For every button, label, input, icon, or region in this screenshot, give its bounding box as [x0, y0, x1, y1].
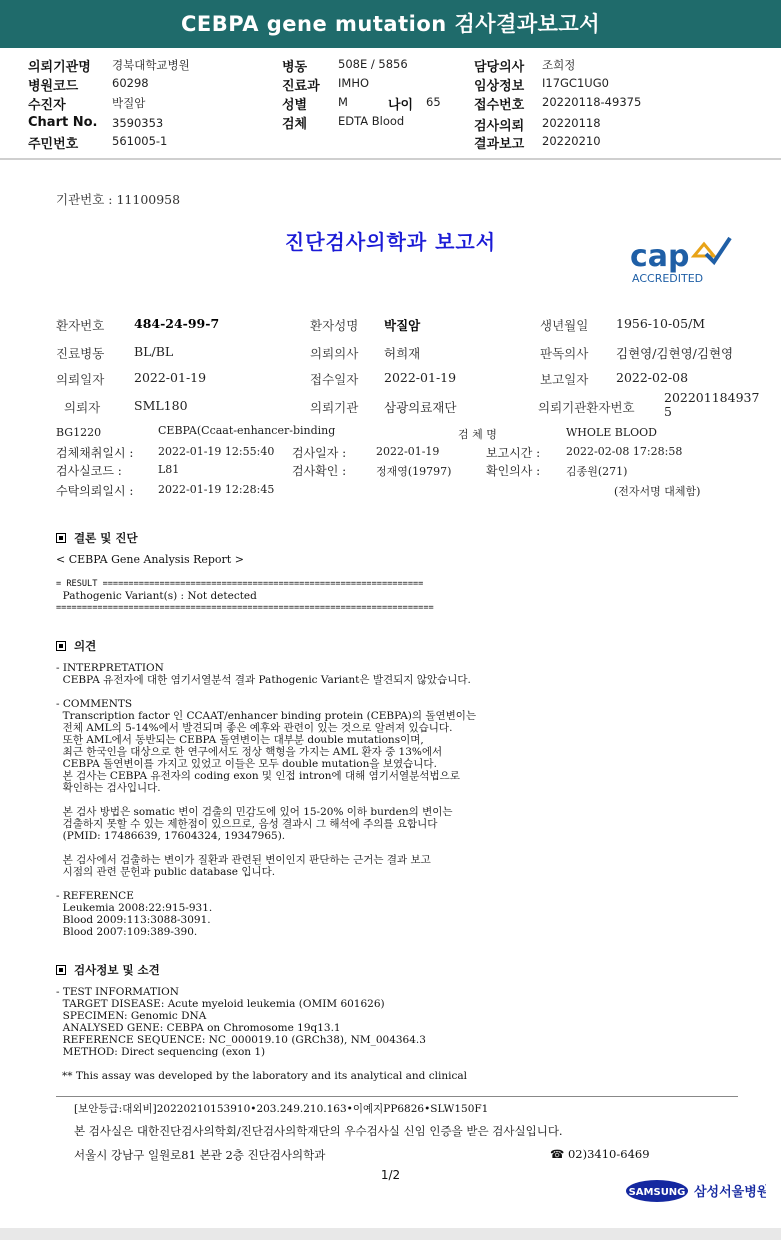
cap-logo-subtext: ACCREDITED — [632, 272, 704, 285]
label-confirm-doctor: 확인의사 : — [486, 464, 541, 478]
square-bullet-icon — [56, 641, 66, 651]
value-patient-name: 박질암 — [384, 318, 421, 333]
label-chart-no: Chart No. — [28, 115, 98, 130]
label-test-date: 검사일자 : — [292, 446, 347, 460]
interpretation-text: - INTERPRETATION CEBPA 유전자에 대한 염기서열분석 결과 Pathogenic Variant은 발견되지 않았습니다. — [56, 662, 471, 686]
section-conclusion-heading — [56, 530, 138, 546]
value-requesting-doctor: 허희재 — [384, 346, 421, 361]
assay-note: ** This assay was developed by the laboratory and its analytical and clinical — [62, 1070, 467, 1082]
value-test-date: 2022-01-19 — [376, 445, 440, 458]
comments-text: - COMMENTS Transcription factor 인 CCAAT/enhancer binding protein (CEBPA)의 돌연변이는 전체 AML의 5-14%에서 발견되며 좋은 예후와 관련이 있는 것으로 알려져 있습니다. 또한 AML에서 동반되는 CEBPA 돌연변이는 대부분 double mutations이며, 최근 한국인을 대상으로 한 연구에서도 정상 핵형을 가지는 AML 환자 중 13%에서 CEBPA 돌연변이를 가지고 있었고 이들은 모두 double mutation을 보였습니다. 본 검사는 CEBPA 유전자의 coding exon 및 인접 intron에 대해 염기서열분석법으로 확인하는 검사입니다. 본 검사 방법은 somatic 변이 검출의 민감도에 있어 15-20% 이하 burden의 변이는 검출하지 못할 수 있는 제한점이 있으므로, 음성 결과시 그 해석에 주의를 요합니다 (PMID: 17486639, 17604324, 19347965). 본 검사에서 검출하는 변이가 질환과 관련된 변이인지 판단하는 근거는 결과 보고 시점의 관련 문헌과 public database 입니다. — [56, 698, 477, 878]
value-chart-no: 3590353 — [112, 116, 164, 130]
value-test-request: 20220118 — [542, 116, 601, 130]
certification-line: 본 검사실은 대한진단검사의학회/진단검사의학재단의 우수검사실 신임 인증을 받은 검사실입니다. — [74, 1124, 563, 1138]
result-separator-top: = RESULT ============================================================== — [56, 579, 424, 589]
section-opinion-heading — [56, 638, 96, 654]
value-requesting-org: 삼광의료재단 — [384, 400, 457, 415]
value-result-report: 20220210 — [542, 134, 601, 148]
security-line: [보안등급:대외비]20220210153910•203.249.210.163•이예지PP6826•SLW150F1 — [74, 1103, 489, 1115]
value-attending-doctor: 조희정 — [542, 58, 576, 72]
value-report-time: 2022-02-08 17:28:58 — [566, 445, 683, 458]
label-requesting-org: 의뢰기관 — [310, 400, 359, 415]
label-reading-doctor: 판독의사 — [540, 346, 589, 361]
label-dob: 생년월일 — [540, 318, 589, 333]
value-report-date: 2022-02-08 — [616, 370, 689, 385]
label-lab-code: 검사실코드 : — [56, 464, 122, 478]
value-resident-no: 561005-1 — [112, 134, 168, 148]
label-test-request: 검사의뢰 — [474, 119, 525, 134]
test-code: BG1220 — [56, 426, 102, 439]
value-age: 65 — [426, 95, 441, 109]
report-name: < CEBPA Gene Analysis Report > — [56, 553, 244, 566]
label-patient-name: 환자성명 — [310, 318, 359, 333]
samsung-hospital-text: 삼성서울병원 — [694, 1185, 766, 1200]
label-report-date: 보고일자 — [540, 372, 589, 387]
value-patient-no: 484-24-99-7 — [134, 316, 220, 331]
section-testinfo-heading — [56, 962, 160, 978]
label-sex: 성별 — [282, 98, 308, 113]
value-reading-doctor: 김현영/김현영/김현영 — [616, 346, 734, 361]
label-requesting-institution: 의뢰기관명 — [28, 60, 91, 75]
label-department: 진료과 — [282, 79, 320, 94]
value-specimen: EDTA Blood — [338, 114, 405, 128]
header-separator — [0, 158, 781, 160]
value-test-confirm: 정재영(19797) — [376, 465, 452, 478]
report-footer — [56, 1096, 738, 1166]
test-name: CEBPA(Ccaat-enhancer-binding — [158, 424, 336, 437]
label-requesting-doctor: 의뢰의사 — [310, 346, 359, 361]
result-separator-bottom: ========================================================================= — [56, 603, 434, 613]
label-collection-time: 검체채취일시 : — [56, 446, 134, 460]
label-ward: 병동 — [282, 60, 308, 75]
label-specimen-name: 검 체 명 — [458, 428, 497, 441]
conclusion-heading-text: 결론 및 진단 — [74, 531, 138, 545]
test-information-text: - TEST INFORMATION TARGET DISEASE: Acute myeloid leukemia (OMIM 601626) SPECIMEN: Genomic DNA ANALYSED GENE: CEBPA on Chromosome 19q13.1 REFERENCE SEQUENCE: NC_000019.10 (GRCh38), NM_004364.3 METHOD: Direct sequencing (exon 1) — [56, 986, 426, 1058]
label-patient-no: 환자번호 — [56, 318, 105, 333]
header-info — [0, 54, 781, 154]
label-result-report: 결과보고 — [474, 137, 525, 152]
label-hospital-code: 병원코드 — [28, 79, 79, 94]
label-specimen: 검체 — [282, 117, 308, 132]
value-org-patient-no-2: 5 — [664, 404, 672, 419]
opinion-heading-text: 의견 — [74, 639, 97, 653]
result-pathogenic-variant: Pathogenic Variant(s) : Not detected — [56, 590, 257, 602]
value-org-patient-no-1: 202201184937 — [664, 390, 760, 405]
label-resident-no: 주민번호 — [28, 137, 79, 152]
label-receipt-date: 접수일자 — [310, 372, 359, 387]
label-test-confirm: 검사확인 : — [292, 464, 347, 478]
label-examinee: 수진자 — [28, 98, 66, 113]
value-requester: SML180 — [134, 398, 188, 413]
phone-line: ☎ 02)3410-6469 — [550, 1147, 650, 1161]
testinfo-heading-text: 검사정보 및 소견 — [74, 963, 160, 977]
value-request-date: 2022-01-19 — [134, 370, 207, 385]
page-bottom-strip — [0, 1228, 781, 1240]
value-consign-time: 2022-01-19 12:28:45 — [158, 483, 275, 496]
value-clinical-info: I17GC1UG0 — [542, 76, 609, 90]
esign-note: (전자서명 대체함) — [614, 485, 701, 498]
label-report-time: 보고시간 : — [486, 446, 541, 460]
label-attending-doctor: 담당의사 — [474, 60, 525, 75]
document-title: 진단검사의학과 보고서 — [284, 230, 497, 254]
value-ward-detail: BL/BL — [134, 344, 174, 359]
samsung-hospital-logo — [626, 1176, 766, 1206]
value-hospital-code: 60298 — [112, 76, 149, 90]
label-age: 나이 — [388, 98, 414, 113]
label-request-date: 의뢰일자 — [56, 372, 105, 387]
label-requester: 의뢰자 — [64, 400, 101, 415]
value-ward: 508E / 5856 — [338, 57, 408, 71]
value-lab-code: L81 — [158, 463, 180, 476]
label-accession-no: 접수번호 — [474, 98, 525, 113]
address-line: 서울시 강남구 일원로81 본관 2층 진단검사의학과 — [74, 1148, 326, 1162]
label-ward-detail: 진료병동 — [56, 346, 105, 361]
value-confirm-doctor: 김종원(271) — [566, 465, 628, 478]
square-bullet-icon — [56, 533, 66, 543]
value-collection-time: 2022-01-19 12:55:40 — [158, 445, 275, 458]
samsung-brand-text: SAMSUNG — [628, 1187, 686, 1198]
value-accession-no: 20220118-49375 — [542, 95, 642, 109]
value-dob: 1956-10-05/M — [616, 316, 706, 331]
report-document — [20, 166, 766, 1200]
institution-number: 기관번호 : 11100958 — [56, 192, 181, 207]
value-examinee: 박질암 — [112, 96, 146, 110]
reference-text: - REFERENCE Leukemia 2008:22:915-931. Blood 2009:113:3088-3091. Blood 2007:109:389-390. — [56, 890, 213, 938]
value-department: IMHO — [338, 76, 370, 90]
value-specimen-name: WHOLE BLOOD — [566, 426, 657, 439]
value-requesting-institution: 경북대학교병원 — [112, 58, 190, 72]
page-number: 1/2 — [380, 1168, 401, 1182]
label-org-patient-no: 의뢰기관환자번호 — [538, 400, 635, 415]
label-clinical-info: 임상정보 — [474, 79, 525, 94]
label-consign-time: 수탁의뢰일시 : — [56, 484, 134, 498]
value-sex: M — [338, 95, 348, 109]
value-receipt-date: 2022-01-19 — [384, 370, 457, 385]
square-bullet-icon — [56, 965, 66, 975]
report-title-bar: CEBPA gene mutation 검사결과보고서 — [0, 0, 781, 48]
cap-logo-text: cap — [630, 239, 690, 274]
cap-accredited-logo — [626, 232, 738, 290]
